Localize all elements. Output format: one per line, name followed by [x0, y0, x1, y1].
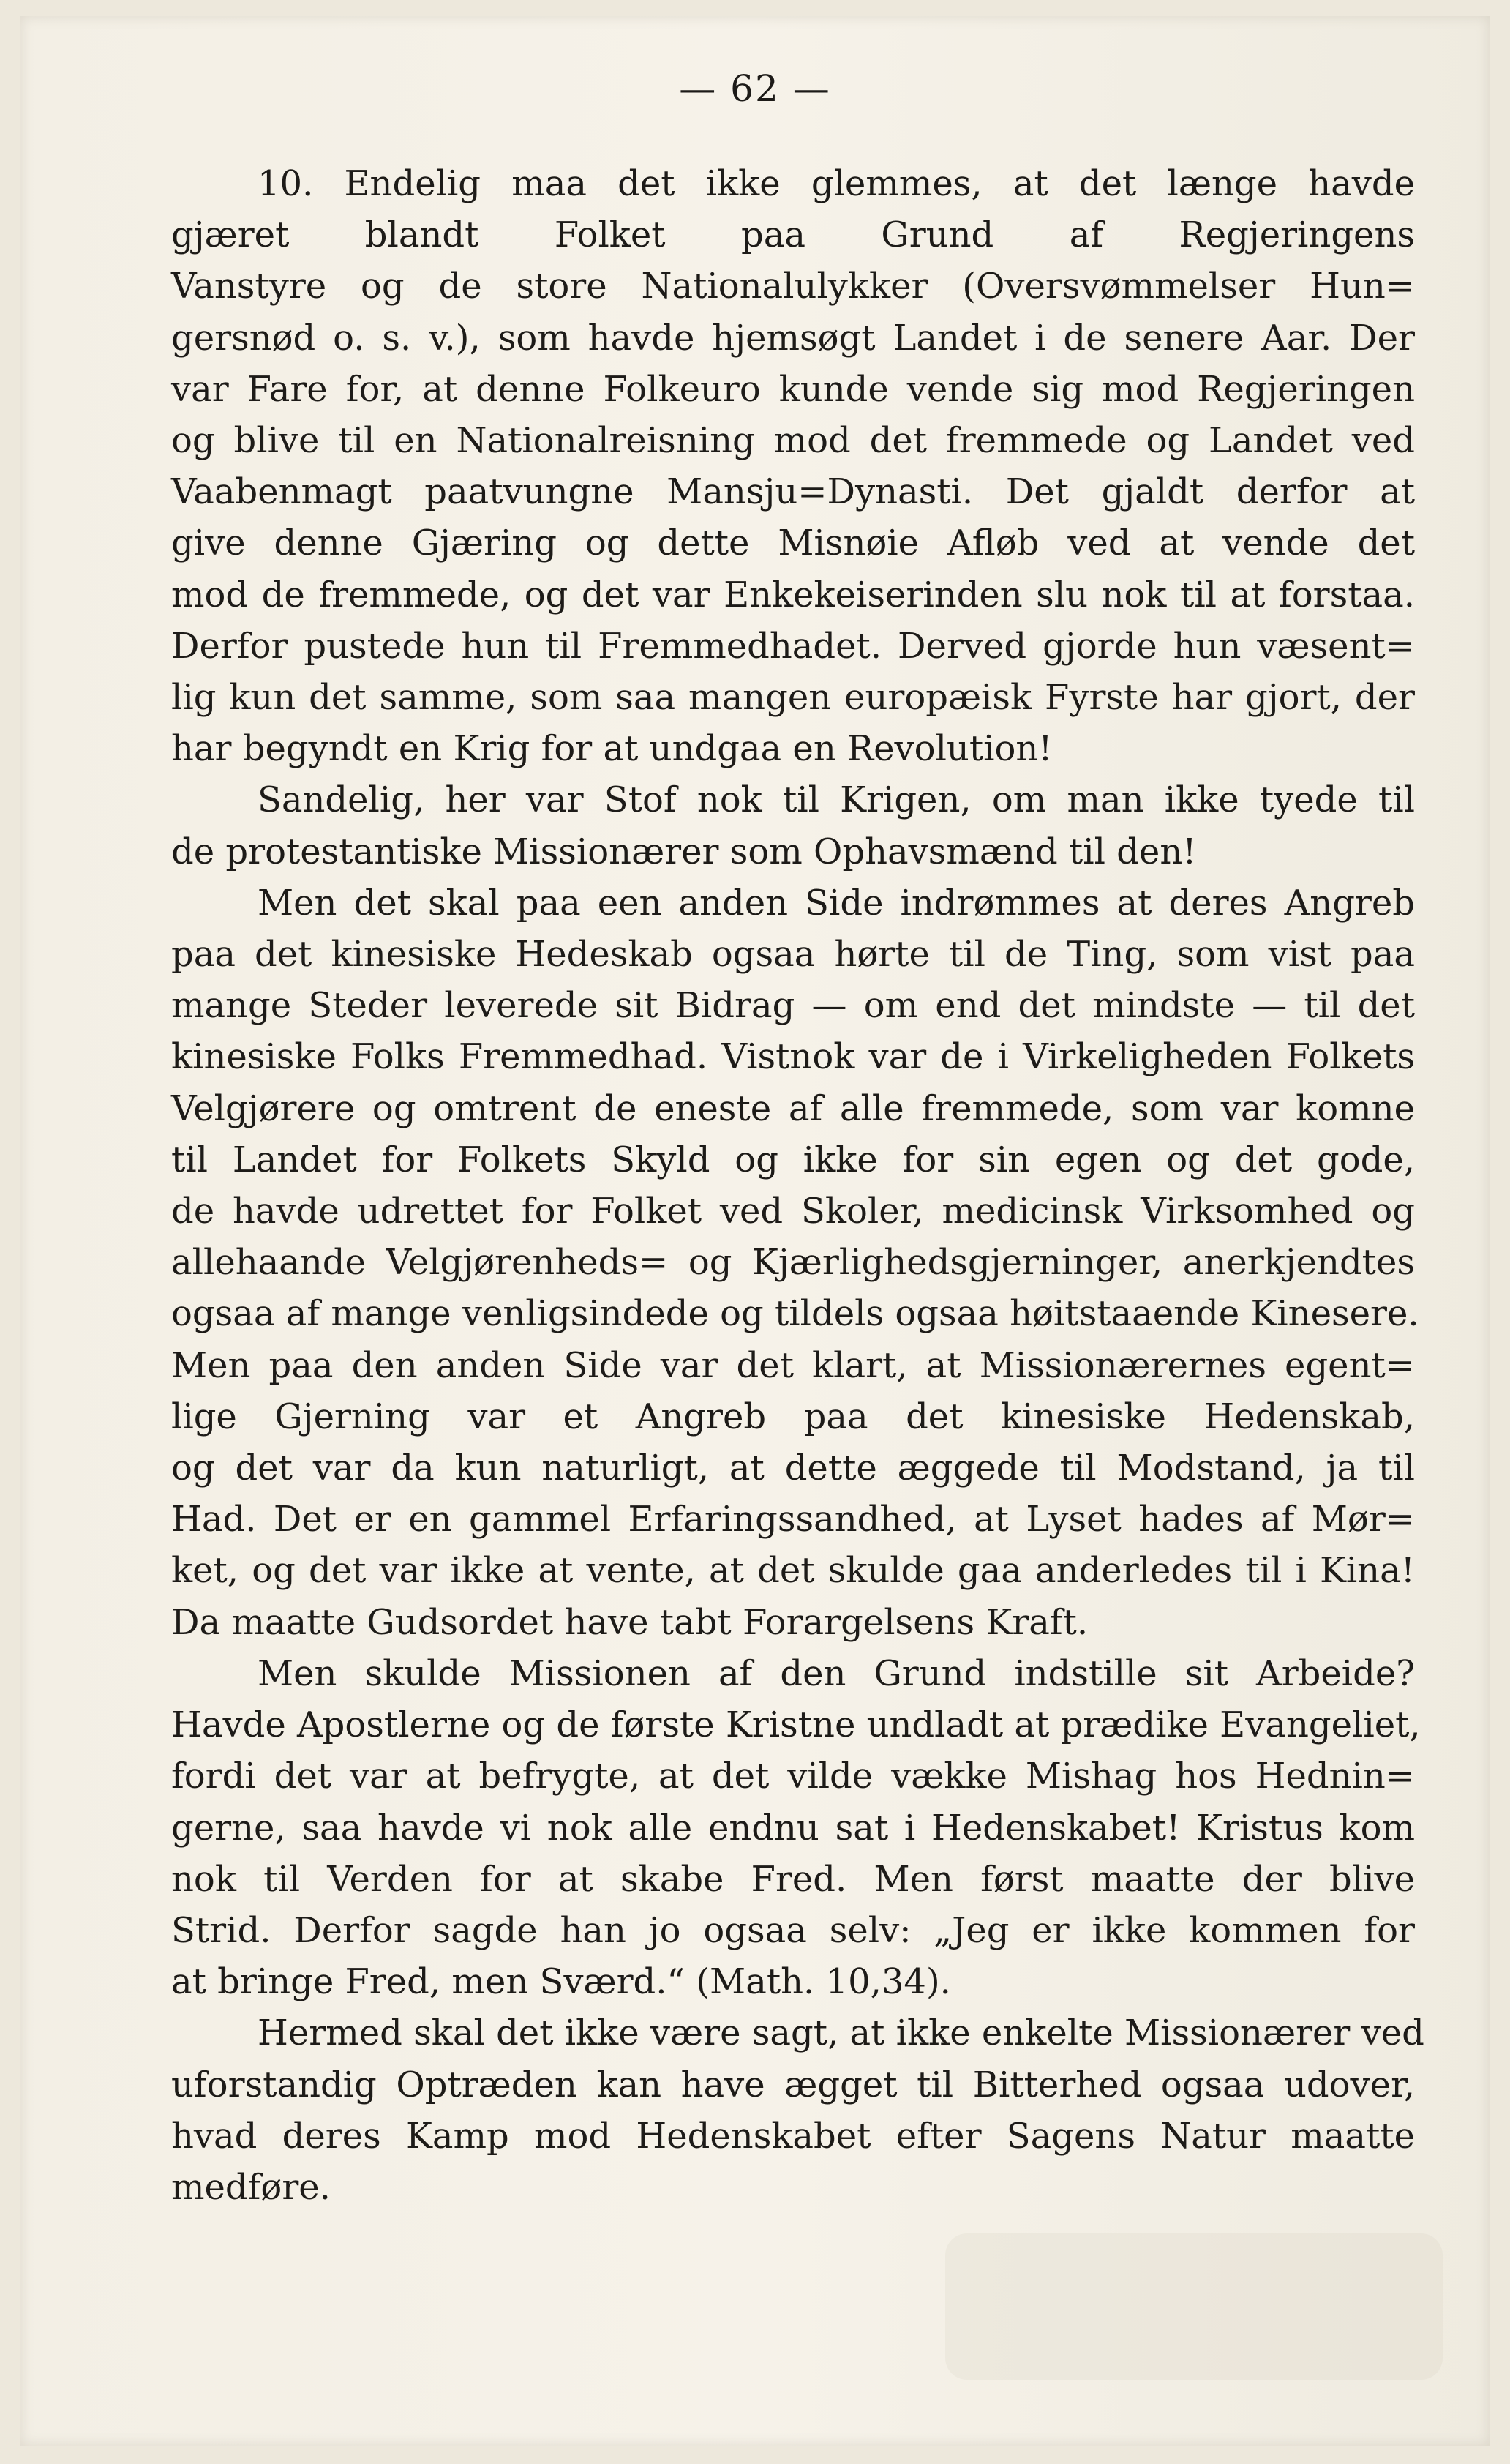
- text-line: at bringe Fred, men Sværd.“ (Math. 10,34).: [171, 1961, 951, 2003]
- text-line: har begyndt en Krig for at undgaa en Revolution!: [171, 728, 1053, 770]
- text-line: Da maatte Gudsordet have tabt Forargelsens Kraft.: [171, 1601, 1089, 1643]
- paper-stain: [945, 2233, 1443, 2380]
- text-line: Men paa den anden Side var det klart, at Missionærernes egent=: [171, 1344, 1415, 1386]
- page-number: — 62 —: [679, 67, 831, 110]
- text-line: Derfor pustede hun til Fremmedhadet. Derved gjorde hun væsent=: [171, 625, 1415, 667]
- paragraph-4: [171, 1648, 1421, 2007]
- text-line: ket, og det var ikke at vente, at det skulde gaa anderledes til i Kina!: [171, 1550, 1415, 1592]
- text-line: Had. Det er en gammel Erfaringssandhed, at Lyset hades af Mør=: [171, 1499, 1415, 1540]
- text-line: gersnød o. s. v.), som havde hjemsøgt Landet i de senere Aar. Der: [171, 317, 1415, 359]
- paragraph-5: [171, 2007, 1424, 2213]
- text-line: Hermed skal det ikke være sagt, at ikke enkelte Missionærer ved: [258, 2012, 1424, 2054]
- text-line: og det var da kun naturligt, at dette æggede til Modstand, ja til: [171, 1448, 1415, 1489]
- text-line: Men det skal paa een anden Side indrømmes at deres Angreb: [258, 882, 1415, 924]
- text-line: kinesiske Folks Fremmedhad. Vistnok var de i Virkeligheden Folkets: [171, 1036, 1415, 1078]
- text-line: og blive til en Nationalreisning mod det fremmede og Landet ved: [171, 420, 1415, 462]
- text-line: gjæret blandt Folket paa Grund af Regjeringens: [171, 214, 1415, 256]
- text-line: ogsaa af mange venligsindede og tildels ogsaa høitstaaende Kinesere.: [171, 1293, 1419, 1335]
- text-line: mod de fremmede, og det var Enkekeiserinden slu nok til at forstaa.: [171, 574, 1415, 615]
- text-line: hvad deres Kamp mod Hedenskabet efter Sagens Natur maatte: [171, 2115, 1415, 2157]
- text-line: var Fare for, at denne Folkeuro kunde vende sig mod Regjeringen: [171, 368, 1415, 410]
- text-line: Sandelig, her var Stof nok til Krigen, om man ikke tyede til: [258, 779, 1415, 821]
- text-line: Vaabenmagt paatvungne Mansju=Dynasti. Det gjaldt derfor at: [171, 471, 1415, 513]
- text-line: Men skulde Missionen af den Grund indstille sit Arbeide?: [258, 1652, 1415, 1694]
- text-line: mange Steder leverede sit Bidrag — om end det mindste — til det: [171, 985, 1415, 1027]
- text-line: allehaande Velgjørenheds= og Kjærlighedsgjerninger, anerkjendtes: [171, 1242, 1415, 1284]
- text-line: 10. Endelig maa det ikke glemmes, at det længe havde: [258, 163, 1415, 204]
- text-line: paa det kinesiske Hedeskab ogsaa hørte til de Ting, som vist paa: [171, 934, 1415, 976]
- text-line: de havde udrettet for Folket ved Skoler, medicinsk Virksomhed og: [171, 1191, 1415, 1232]
- paragraph-2: [171, 774, 1415, 877]
- text-line: nok til Verden for at skabe Fred. Men først maatte der blive: [171, 1858, 1415, 1900]
- text-line: give denne Gjæring og dette Misnøie Afløb ved at vende det: [171, 523, 1415, 564]
- text-line: fordi det var at befrygte, at det vilde vække Mishag hos Hednin=: [171, 1756, 1415, 1797]
- text-line: til Landet for Folkets Skyld og ikke for sin egen og det gode,: [171, 1139, 1415, 1180]
- text-line: gerne, saa havde vi nok alle endnu sat i Hedenskabet! Kristus kom: [171, 1807, 1415, 1849]
- text-line: uforstandig Optræden kan have ægget til Bitterhed ogsaa udover,: [171, 2064, 1415, 2105]
- text-line: Vanstyre og de store Nationalulykker (Oversvømmelser Hun=: [171, 266, 1415, 307]
- paragraph-3: [171, 877, 1419, 1648]
- text-line: lig kun det samme, som saa mangen europæisk Fyrste har gjort, der: [171, 677, 1415, 719]
- body-text: [171, 158, 1424, 2213]
- text-line: lige Gjerning var et Angreb paa det kinesiske Hedenskab,: [171, 1396, 1415, 1437]
- text-line: Havde Apostlerne og de første Kristne undladt at prædike Evangeliet,: [171, 1704, 1421, 1746]
- text-line: Strid. Derfor sagde han jo ogsaa selv: „Jeg er ikke kommen for: [171, 1909, 1415, 1951]
- text-line: medføre.: [171, 2166, 331, 2208]
- paragraph-1: [171, 158, 1415, 774]
- text-line: Velgjørere og omtrent de eneste af alle fremmede, som var komne: [171, 1087, 1415, 1129]
- text-line: de protestantiske Missionærer som Ophavsmænd til den!: [171, 831, 1197, 872]
